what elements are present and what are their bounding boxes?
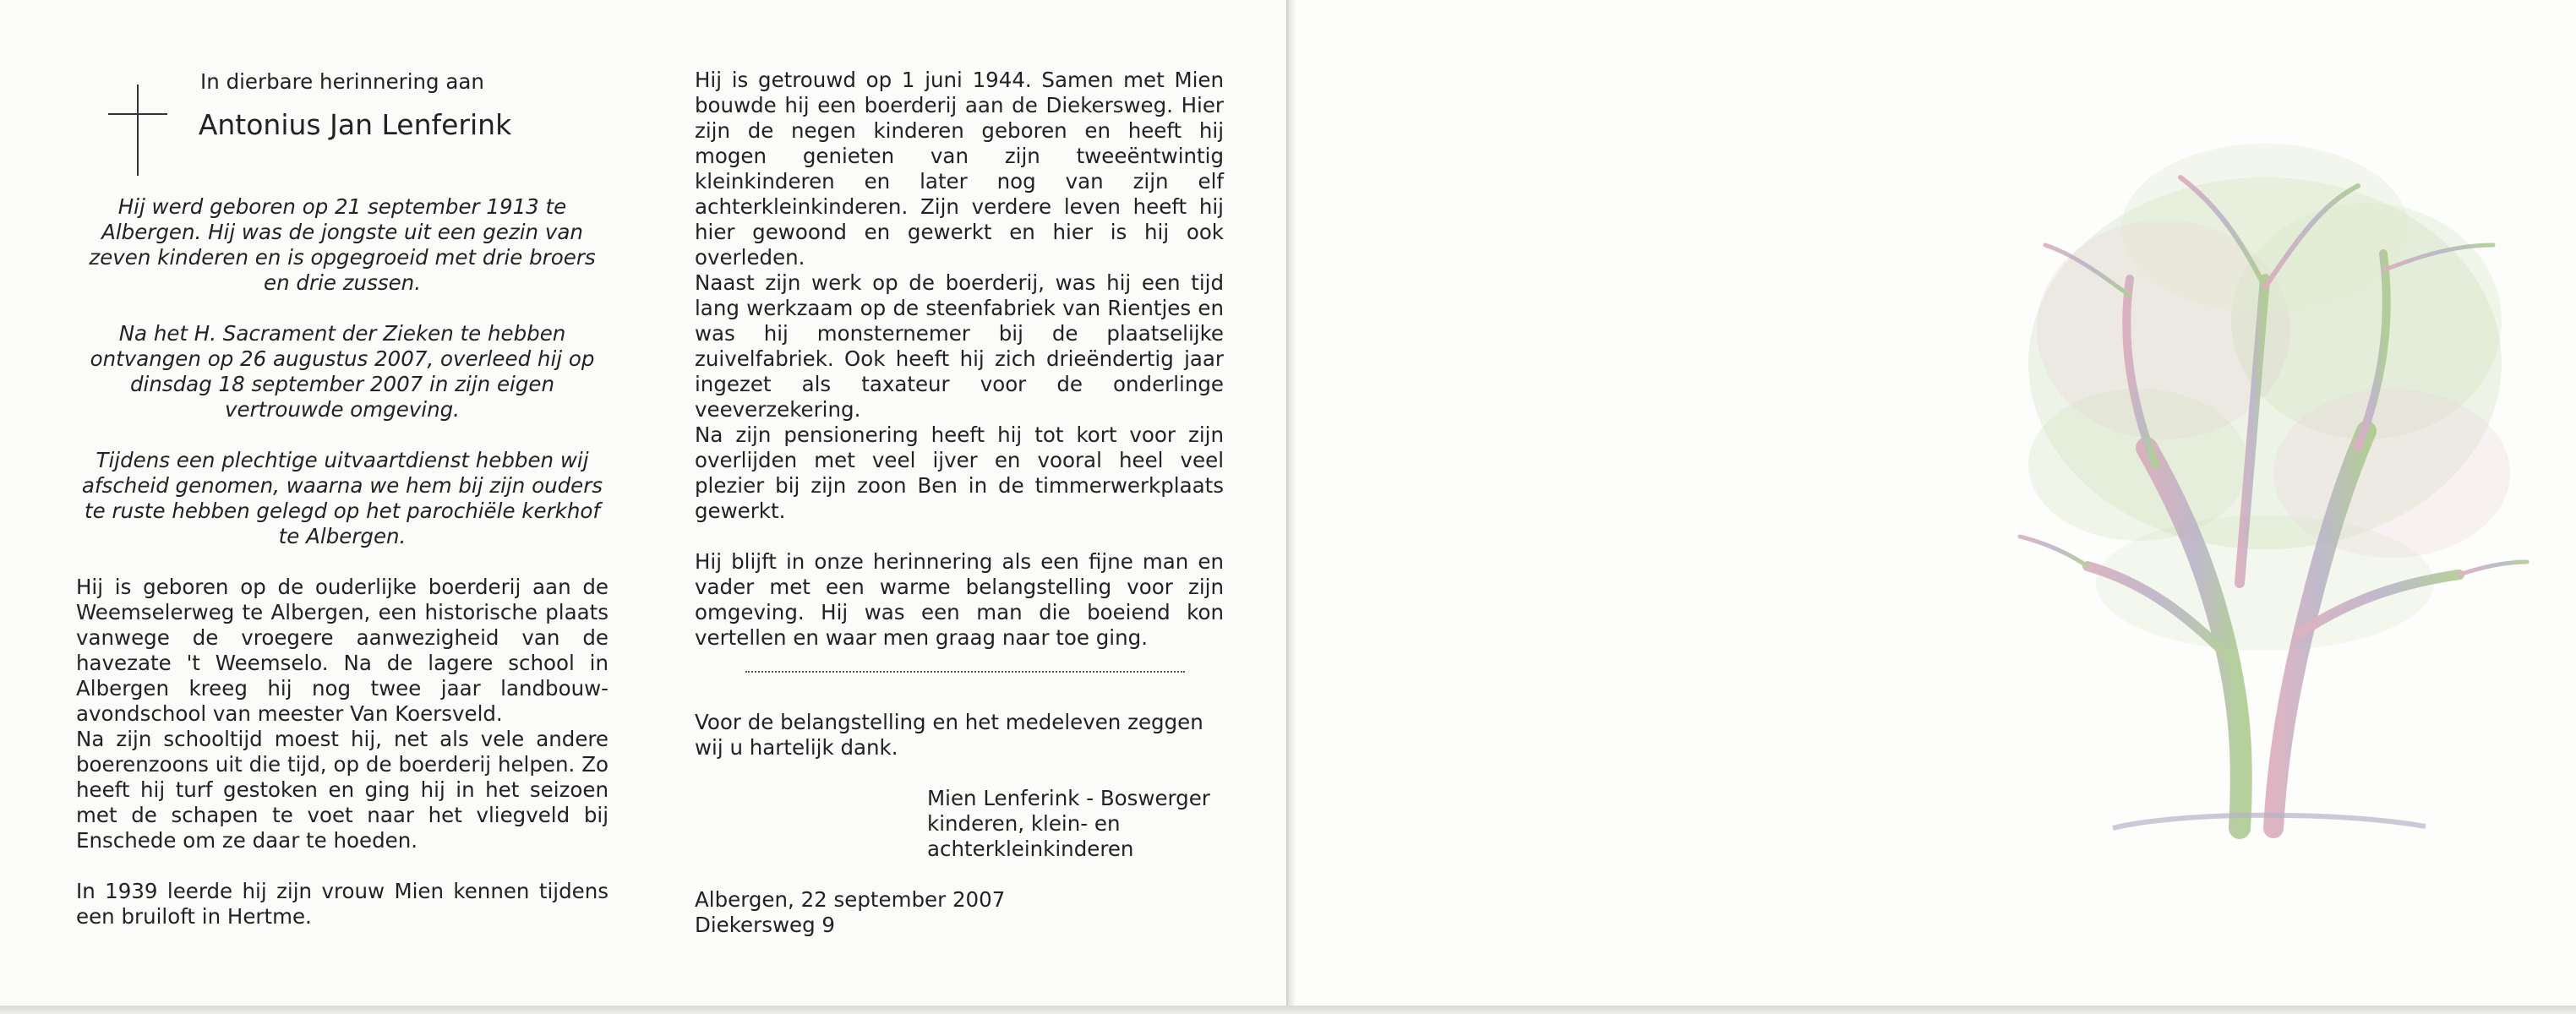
dotted-divider	[745, 662, 1185, 673]
work-paragraph: Naast zijn werk op de boerderij, was hij een tijd lang werkzaam op de steenfabriek van Rientjes en was hij monsternemer bij de plaatselijke zuivelfabriek. Ook heeft hij zich drieëndertig jaar ingezet als taxateur voor de onderlinge veeverzekering.	[695, 270, 1224, 422]
place-date: Albergen, 22 september 2007	[695, 887, 1006, 912]
marriage-paragraph: Hij is getrouwd op 1 juni 1944. Samen met Mien bouwde hij een boerderij aan de Diekersweg. Hier zijn de negen kinderen geboren en heeft hij mogen genieten van zijn tweeëntwintig kleinkinderen en later nog van zijn elf achterkleinkinderen. Zijn verdere leven heeft hij hier gewoond en gewerkt en hier is hij ook overleden.	[695, 68, 1224, 270]
signature-line-2: kinderen, klein- en	[927, 811, 1121, 836]
life-paragraph-3: In 1939 leerde hij zijn vrouw Mien kennen tijdens een bruiloft in Hertme.	[76, 879, 609, 929]
memory-paragraph: Hij blijft in onze herinnering als een fijne man en vader met een warme belangstelling voor zijn omgeving. Hij was een man die boeiend kon vertellen en waar men graag naar toe ging.	[695, 549, 1224, 650]
deceased-name: Antonius Jan Lenferink	[198, 108, 512, 141]
left-text-column	[76, 68, 609, 930]
card-inner-left	[0, 0, 1286, 1007]
card-bottom-edge	[0, 1006, 2576, 1014]
address: Diekersweg 9	[695, 913, 836, 937]
tree-illustration	[1986, 110, 2544, 853]
intro-text: In dierbare herinnering aan	[200, 69, 484, 94]
signature-line-3: achterkleinkinderen	[927, 837, 1134, 861]
cross-icon	[108, 84, 167, 176]
death-paragraph: Na het H. Sacrament der Zieken te hebben ontvangen op 26 augustus 2007, overleed hij op dinsdag 18 september 2007 in zijn eigen vertrouwde omgeving.	[90, 321, 595, 422]
card-fold	[1286, 0, 1295, 1014]
right-text-column	[695, 68, 1224, 938]
thanks-paragraph: Voor de belangstelling en het medeleven zeggen wij u hartelijk dank.	[695, 710, 1203, 760]
life-paragraph-2: Na zijn schooltijd moest hij, net als vele andere boerenzoons uit die tijd, op de boerderij helpen. Zo heeft hij turf gestoken en ging hij in het seizoen met de schapen te voet naar het vliegveld bij Enschede om ze daar te hoeden.	[76, 727, 609, 853]
funeral-paragraph: Tijdens een plechtige uitvaartdienst hebben wij afscheid genomen, waarna we hem bij zijn ouders te ruste hebben gelegd op het parochiële kerkhof te Albergen.	[81, 448, 603, 548]
birth-paragraph: Hij werd geboren op 21 september 1913 te Albergen. Hij was de jongste uit een gezin van zeven kinderen en is opgegroeid met drie broers en drie zussen.	[89, 194, 596, 295]
signature-line-1: Mien Lenferink - Boswerger	[927, 786, 1210, 810]
card-header	[76, 68, 609, 194]
life-paragraph-1: Hij is geboren op de ouderlijke boerderij aan de Weemselerweg te Albergen, een historische plaats vanwege de vroegere aanwezigheid van de havezate 't Weemselo. Na de lagere school in Albergen kreeg hij nog twee jaar landbouw-avondschool van meester Van Koersveld.	[76, 575, 609, 726]
retirement-paragraph: Na zijn pensionering heeft hij tot kort voor zijn overlijden met veel ijver en vooral heel veel plezier bij zijn zoon Ben in de timmerwerkplaats gewerkt.	[695, 422, 1224, 523]
